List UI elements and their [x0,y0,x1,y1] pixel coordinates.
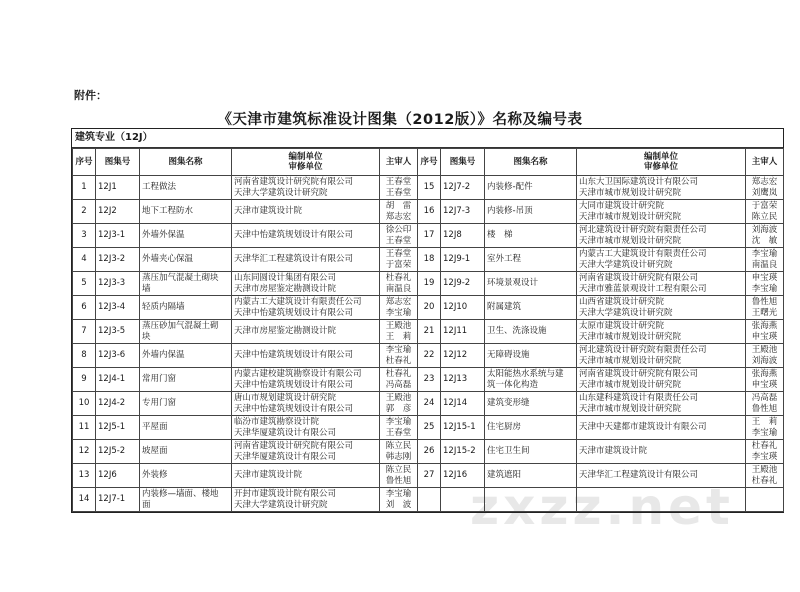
cell-no: 26 [418,440,441,464]
cell-name: 工程做法 [140,176,232,200]
cell-code: 12J3-1 [96,224,140,248]
cell-name: 环境景观设计 [485,272,577,296]
cell-name: 外墙内保温 [140,344,232,368]
cell-reviewer: 冯高磊 鲁性旭 [746,392,784,416]
cell-name: 蒸压加气混凝土砌块 墙 [140,272,232,296]
cell-reviewer: 刘海波 沈 敏 [746,224,784,248]
cell-no: 17 [418,224,441,248]
cell-name: 轻质内隔墙 [140,296,232,320]
table-row [73,368,784,392]
cell-unit: 山西省建筑设计研究院 天津大学建筑设计研究院 [577,296,746,320]
cell-unit [577,488,746,512]
cell-code: 12J3-4 [96,296,140,320]
header-no: 序号 [418,149,441,176]
cell-code: 12J13 [441,368,485,392]
table-row [73,320,784,344]
header-unit: 编制单位 审修单位 [232,149,380,176]
cell-code: 12J5-1 [96,416,140,440]
cell-unit: 内蒙古工大建筑设计有限责任公司 天津中怡建筑规划设计有限公司 [232,296,380,320]
cell-name: 楼 梯 [485,224,577,248]
cell-unit: 内蒙古建校建筑勘察设计有限公司 天津中怡建筑规划设计有限公司 [232,368,380,392]
cell-no: 24 [418,392,441,416]
table-row [73,176,784,200]
cell-name: 室外工程 [485,248,577,272]
cell-name: 内装修-配件 [485,176,577,200]
cell-reviewer: 郑志宏 刘鹰岚 [746,176,784,200]
cell-reviewer: 徐公印 王春堂 [380,224,418,248]
cell-reviewer: 王殿池 杜春礼 [746,464,784,488]
cell-unit: 天津市建筑设计院 [232,464,380,488]
cell-no: 19 [418,272,441,296]
cell-name: 附属建筑 [485,296,577,320]
table-row [73,224,784,248]
cell-code: 12J3-3 [96,272,140,296]
table-row [73,416,784,440]
cell-reviewer: 杜春礼 李宝瑛 [746,440,784,464]
cell-no: 21 [418,320,441,344]
cell-reviewer: 杜春礼 南温良 [380,272,418,296]
cell-code [441,488,485,512]
cell-name: 住宅卫生间 [485,440,577,464]
cell-reviewer: 王春堂 王春堂 [380,176,418,200]
cell-no: 22 [418,344,441,368]
table-row [73,272,784,296]
cell-name: 外装修 [140,464,232,488]
header-code: 图集号 [441,149,485,176]
cell-code: 12J11 [441,320,485,344]
cell-code: 12J5-2 [96,440,140,464]
cell-reviewer: 陈立民 鲁性旭 [380,464,418,488]
cell-unit: 天津中天建都市建筑设计有限公司 [577,416,746,440]
cell-no: 2 [73,200,96,224]
cell-code: 12J4-2 [96,392,140,416]
table-row [73,488,784,512]
header-reviewer: 主审人 [746,149,784,176]
annex-label: 附件： [74,89,107,102]
cell-no [418,488,441,512]
table-row [73,296,784,320]
cell-reviewer: 张海燕 申宝瑛 [746,320,784,344]
cell-reviewer: 王 莉 李宝瑜 [746,416,784,440]
header-code: 图集号 [96,149,140,176]
cell-unit: 天津市房屋鉴定勘测设计院 [232,320,380,344]
cell-code: 12J6 [96,464,140,488]
cell-code: 12J15-1 [441,416,485,440]
cell-no: 3 [73,224,96,248]
cell-reviewer: 于富荣 陈立民 [746,200,784,224]
cell-unit: 河南省建筑设计研究院有限公司 天津市雅蓝景观设计工程有限公司 [577,272,746,296]
cell-unit: 河南省建筑设计研究院有限公司 天津华厦建筑设计有限公司 [232,440,380,464]
cell-reviewer: 王殿池 王 莉 [380,320,418,344]
standards-table-sheet [71,128,784,513]
cell-no: 13 [73,464,96,488]
cell-unit: 山东大卫国际建筑设计有限公司 天津市城市规划设计研究院 [577,176,746,200]
cell-code: 12J10 [441,296,485,320]
cell-reviewer: 申宝瑛 李宝瑜 [746,272,784,296]
cell-code: 12J2 [96,200,140,224]
header-name: 图集名称 [140,149,232,176]
cell-name: 建筑变形缝 [485,392,577,416]
table-row [73,440,784,464]
cell-code: 12J9-1 [441,248,485,272]
cell-no: 11 [73,416,96,440]
cell-name: 平屋面 [140,416,232,440]
cell-code: 12J3-5 [96,320,140,344]
cell-no: 25 [418,416,441,440]
cell-code: 12J14 [441,392,485,416]
cell-no: 5 [73,272,96,296]
cell-code: 12J1 [96,176,140,200]
cell-reviewer: 王殿池 刘海波 [746,344,784,368]
cell-no: 14 [73,488,96,512]
cell-reviewer: 张海燕 申宝瑛 [746,368,784,392]
cell-unit: 大同市建筑设计研究院 天津市城市规划设计研究院 [577,200,746,224]
header-no: 序号 [73,149,96,176]
cell-unit: 临汾市建筑勘察设计院 天津华厦建筑设计有限公司 [232,416,380,440]
header-row [73,149,784,176]
cell-reviewer: 李宝瑜 王春堂 [380,416,418,440]
table-row [73,200,784,224]
cell-unit: 天津市建筑设计院 [577,440,746,464]
section-label: 建筑专业（12J） [72,129,783,148]
cell-unit: 河南省建筑设计研究院有限公司 天津大学建筑设计研究院 [232,176,380,200]
cell-name: 住宅厨房 [485,416,577,440]
table-row [73,344,784,368]
cell-name: 专用门窗 [140,392,232,416]
cell-name: 常用门窗 [140,368,232,392]
table-row [73,392,784,416]
cell-reviewer: 王殿池 郭 彦 [380,392,418,416]
cell-unit: 天津中怡建筑规划设计有限公司 [232,344,380,368]
cell-reviewer: 王春堂 于富荣 [380,248,418,272]
table-row [73,464,784,488]
header-reviewer: 主审人 [380,149,418,176]
cell-code: 12J3-6 [96,344,140,368]
cell-reviewer: 杜春礼 冯高磊 [380,368,418,392]
cell-unit: 山东建科建筑设计有限责任公司 天津市城市规划设计研究院 [577,392,746,416]
cell-unit: 开封市建筑设计院有限公司 天津大学建筑设计研究院 [232,488,380,512]
cell-no: 4 [73,248,96,272]
cell-code: 12J7-1 [96,488,140,512]
cell-name [485,488,577,512]
cell-name: 太阳能热水系统与建 筑一体化构造 [485,368,577,392]
cell-unit: 河南省建筑设计研究院有限公司 天津市城市规划设计研究院 [577,368,746,392]
cell-name: 内装修—墙面、楼地 面 [140,488,232,512]
cell-name: 外墙夹心保温 [140,248,232,272]
cell-code: 12J3-2 [96,248,140,272]
cell-code: 12J4-1 [96,368,140,392]
cell-no: 27 [418,464,441,488]
table-body [73,176,784,512]
cell-code: 12J12 [441,344,485,368]
cell-reviewer: 李宝瑜 南温良 [746,248,784,272]
cell-no: 9 [73,368,96,392]
cell-no: 18 [418,248,441,272]
cell-reviewer: 鲁性旭 王曙光 [746,296,784,320]
table-row [73,248,784,272]
cell-reviewer [746,488,784,512]
cell-name: 地下工程防水 [140,200,232,224]
watermark: zxzz.net [470,478,734,536]
cell-unit: 太原市建筑设计研究院 天津市城市规划设计研究院 [577,320,746,344]
cell-code: 12J7-3 [441,200,485,224]
cell-code: 12J15-2 [441,440,485,464]
cell-name: 蒸压砂加气混凝土砌 块 [140,320,232,344]
cell-unit: 河北建筑设计研究院有限责任公司 天津市城市规划设计研究院 [577,344,746,368]
cell-no: 16 [418,200,441,224]
cell-no: 15 [418,176,441,200]
cell-code: 12J7-2 [441,176,485,200]
cell-reviewer: 郑志宏 李宝瑜 [380,296,418,320]
cell-name: 建筑遮阳 [485,464,577,488]
cell-no: 6 [73,296,96,320]
cell-no: 8 [73,344,96,368]
cell-unit: 天津市建筑设计院 [232,200,380,224]
cell-name: 无障碍设施 [485,344,577,368]
cell-unit: 天津中怡建筑规划设计有限公司 [232,224,380,248]
cell-unit: 天津华汇工程建筑设计有限公司 [232,248,380,272]
cell-name: 坡屋面 [140,440,232,464]
cell-unit: 河北建筑设计研究院有限责任公司 天津市城市规划设计研究院 [577,224,746,248]
cell-no: 1 [73,176,96,200]
cell-name: 外墙外保温 [140,224,232,248]
document-title: 《天津市建筑标准设计图集（2012版）》名称及编号表 [217,112,583,128]
header-name: 图集名称 [485,149,577,176]
cell-reviewer: 陈立民 韩志刚 [380,440,418,464]
cell-code: 12J16 [441,464,485,488]
cell-code: 12J8 [441,224,485,248]
cell-no: 10 [73,392,96,416]
cell-name: 内装修-吊顶 [485,200,577,224]
standards-table [72,148,784,512]
cell-unit: 内蒙古工大建筑设计有限责任公司 天津大学建筑设计研究院 [577,248,746,272]
cell-no: 7 [73,320,96,344]
cell-unit: 山东同圆设计集团有限公司 天津市房屋鉴定勘测设计院 [232,272,380,296]
cell-reviewer: 李宝瑜 刘 波 [380,488,418,512]
cell-unit: 唐山市规划建筑设计研究院 天津中怡建筑规划设计有限公司 [232,392,380,416]
cell-reviewer: 胡 雷 郑志宏 [380,200,418,224]
cell-name: 卫生、洗涤设施 [485,320,577,344]
cell-code: 12J9-2 [441,272,485,296]
header-unit: 编制单位 审修单位 [577,149,746,176]
cell-reviewer: 李宝瑜 杜春礼 [380,344,418,368]
cell-no: 20 [418,296,441,320]
cell-no: 23 [418,368,441,392]
cell-unit: 天津华汇工程建筑设计有限公司 [577,464,746,488]
cell-no: 12 [73,440,96,464]
